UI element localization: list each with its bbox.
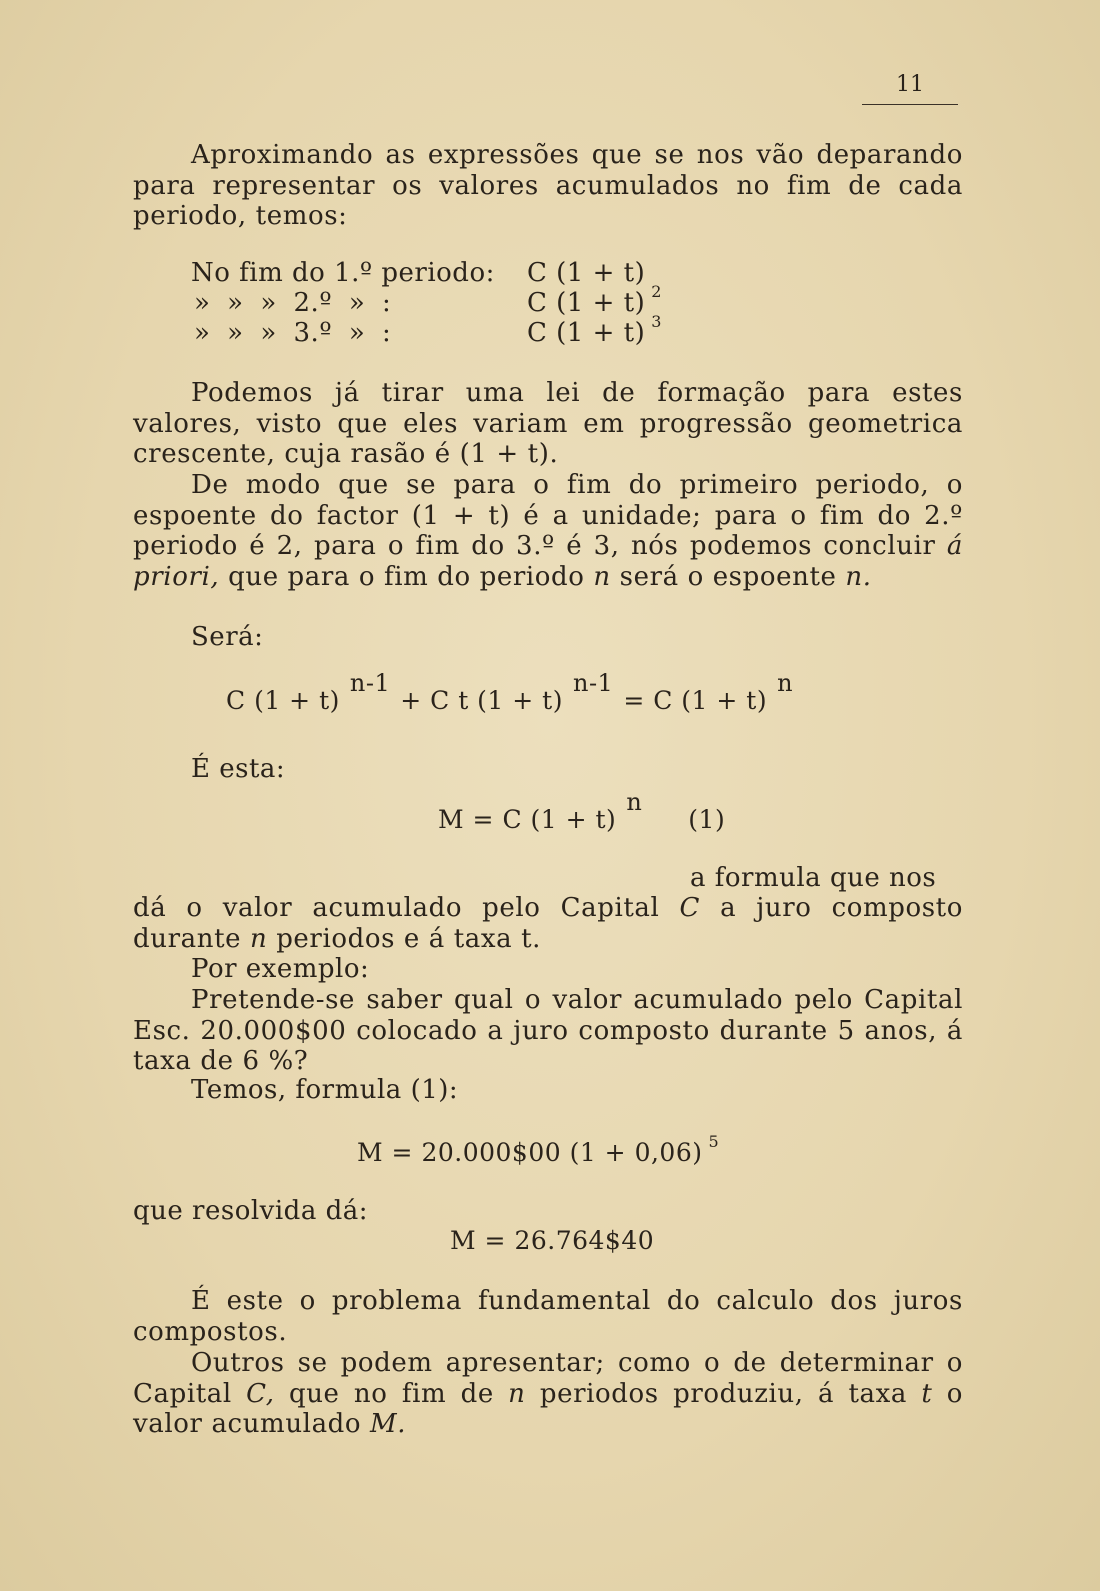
table-expr: C (1 + t) $^3$	[527, 312, 662, 348]
paragraph-exponent: De modo que se para o fim do primeiro periodo, o espoente do factor (1 + t) é a unidade; para o fim do 2.º periodo é 2, para o fim do 3.º é 3, nós podemos concluir á priori, que para o fim do periodo n será o espoente n.	[133, 470, 963, 592]
equation-formula-1: M = C (1 + t)n(1)	[438, 788, 726, 834]
table-row	[194, 288, 391, 318]
table-expr: C (1 + t) $^2$	[527, 282, 662, 318]
table-expr: C (1 + t)	[527, 258, 646, 288]
equation-example: M = 20.000$00 (1 + 0,06) $^5$	[357, 1132, 720, 1167]
equation-result: M = 26.764$40	[450, 1226, 655, 1255]
table-row	[194, 318, 391, 348]
que-resolvida-label: que resolvida dá:	[133, 1196, 368, 1226]
temos-label: Temos, formula (1):	[191, 1075, 459, 1105]
other-problems-paragraph: Outros se podem apresentar; como o de determinar o Capital C, que no fim de n periodos produziu, á taxa t o valor acumulado M.	[133, 1348, 963, 1439]
equation-number: (1)	[688, 805, 726, 834]
example-paragraph: Pretende-se saber qual o valor acumulado pelo Capital Esc. 20.000$00 colocado a juro composto durante 5 anos, á taxa de 6 %?	[133, 985, 963, 1076]
sera-label: Será:	[191, 622, 264, 652]
table-row	[191, 258, 495, 288]
formula-explanation: dá o valor acumulado pelo Capital C a juro composto durante n periodos e á taxa t.	[133, 893, 963, 954]
e-esta-label: É esta:	[191, 754, 286, 784]
formula-text-start: a formula que nos	[690, 863, 937, 893]
table-label: » » » 2.º » :	[194, 288, 392, 318]
table-label: No fim do 1.º periodo:	[191, 258, 495, 288]
por-exemplo-label: Por exemplo:	[191, 954, 370, 984]
fundamental-paragraph: É este o problema fundamental do calculo dos juros compostos.	[133, 1286, 963, 1347]
page-number: 11	[896, 72, 924, 97]
table-label: » » » 3.º » :	[194, 318, 392, 348]
intro-paragraph: Aproximando as expressões que se nos vão deparando para representar os valores acumulados no fim de cada periodo, temos:	[133, 140, 963, 231]
paragraph-law: Podemos já tirar uma lei de formação para estes valores, visto que eles variam em progressão geometrica crescente, cuja rasão é (1 + t).	[133, 378, 963, 469]
equation-recurrence: C (1 + t)n-1+ C t (1 + t)n-1= C (1 + t)n	[226, 669, 794, 715]
header-rule	[862, 104, 958, 105]
